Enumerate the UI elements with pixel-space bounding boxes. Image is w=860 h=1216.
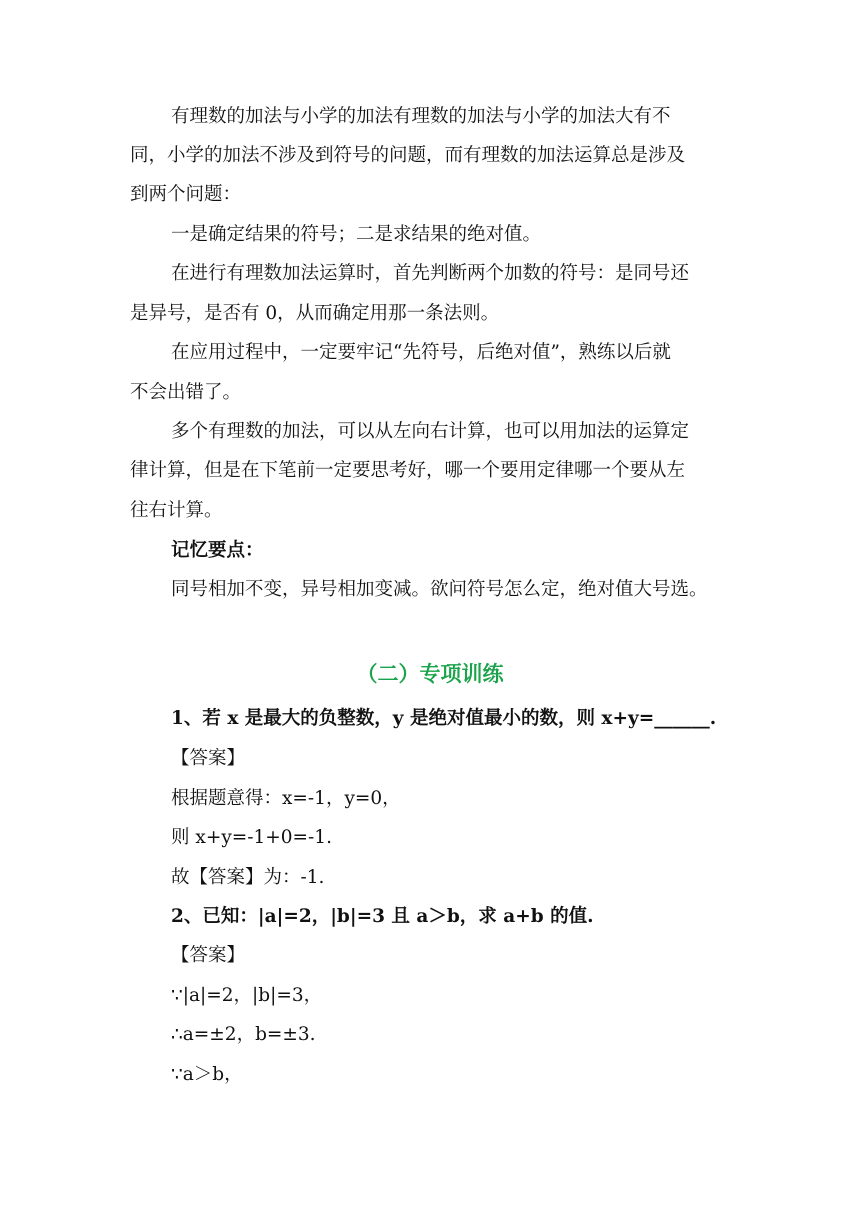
question-1-answer-line-3: 故【答案】为：-1. [171, 867, 325, 888]
paragraph-3-line-1: 在进行有理数加法运算时，首先判断两个加数的符号：是同号还 [171, 263, 690, 284]
question-1-answer-line-1: 根据题意得：x=-1，y=0， [171, 788, 401, 809]
paragraph-1-line-2: 同，小学的加法不涉及到符号的问题，而有理数的加法运算总是涉及 [130, 145, 686, 166]
paragraph-1-line-3: 到两个问题： [130, 184, 242, 205]
question-2-answer-line-3: ∵a＞b， [171, 1064, 243, 1085]
paragraph-1-line-1: 有理数的加法与小学的加法有理数的加法与小学的加法大有不 [171, 106, 671, 127]
question-2-answer-line-1: ∵|a|=2，|b|=3， [171, 985, 323, 1006]
question-2-answer-line-2: ∴a=±2，b=±3. [171, 1024, 316, 1045]
question-1-answer-line-2: 则 x+y=-1+0=-1. [171, 827, 332, 848]
paragraph-5-line-2: 律计算，但是在下笔前一定要思考好，哪一个要用定律哪一个要从左 [130, 460, 686, 481]
paragraph-5-line-1: 多个有理数的加法，可以从左向右计算，也可以用加法的运算定 [171, 421, 690, 442]
paragraph-3-line-2: 是异号，是否有 0，从而确定用那一条法则。 [130, 303, 500, 324]
question-2: 2、已知：|a|=2，|b|=3 且 a＞b，求 a+b 的值. [171, 906, 594, 927]
paragraph-5-line-3: 往右计算。 [130, 500, 223, 521]
memory-points-title: 记忆要点： [171, 540, 264, 561]
question-1: 1、若 x 是最大的负整数，y 是绝对值最小的数，则 x+y=______. [171, 708, 717, 729]
paragraph-2: 一是确定结果的符号；二是求结果的绝对值。 [171, 224, 542, 245]
question-1-answer-label: 【答案】 [171, 748, 246, 769]
paragraph-4-line-2: 不会出错了。 [130, 382, 242, 403]
paragraph-4-line-1: 在应用过程中，一定要牢记“先符号，后绝对值”，熟练以后就 [171, 342, 671, 363]
memory-points-text: 同号相加不变，异号相加变减。欲问符号怎么定，绝对值大号选。 [171, 579, 708, 600]
section-title: （二）专项训练 [356, 661, 504, 686]
question-2-answer-label: 【答案】 [171, 945, 246, 966]
